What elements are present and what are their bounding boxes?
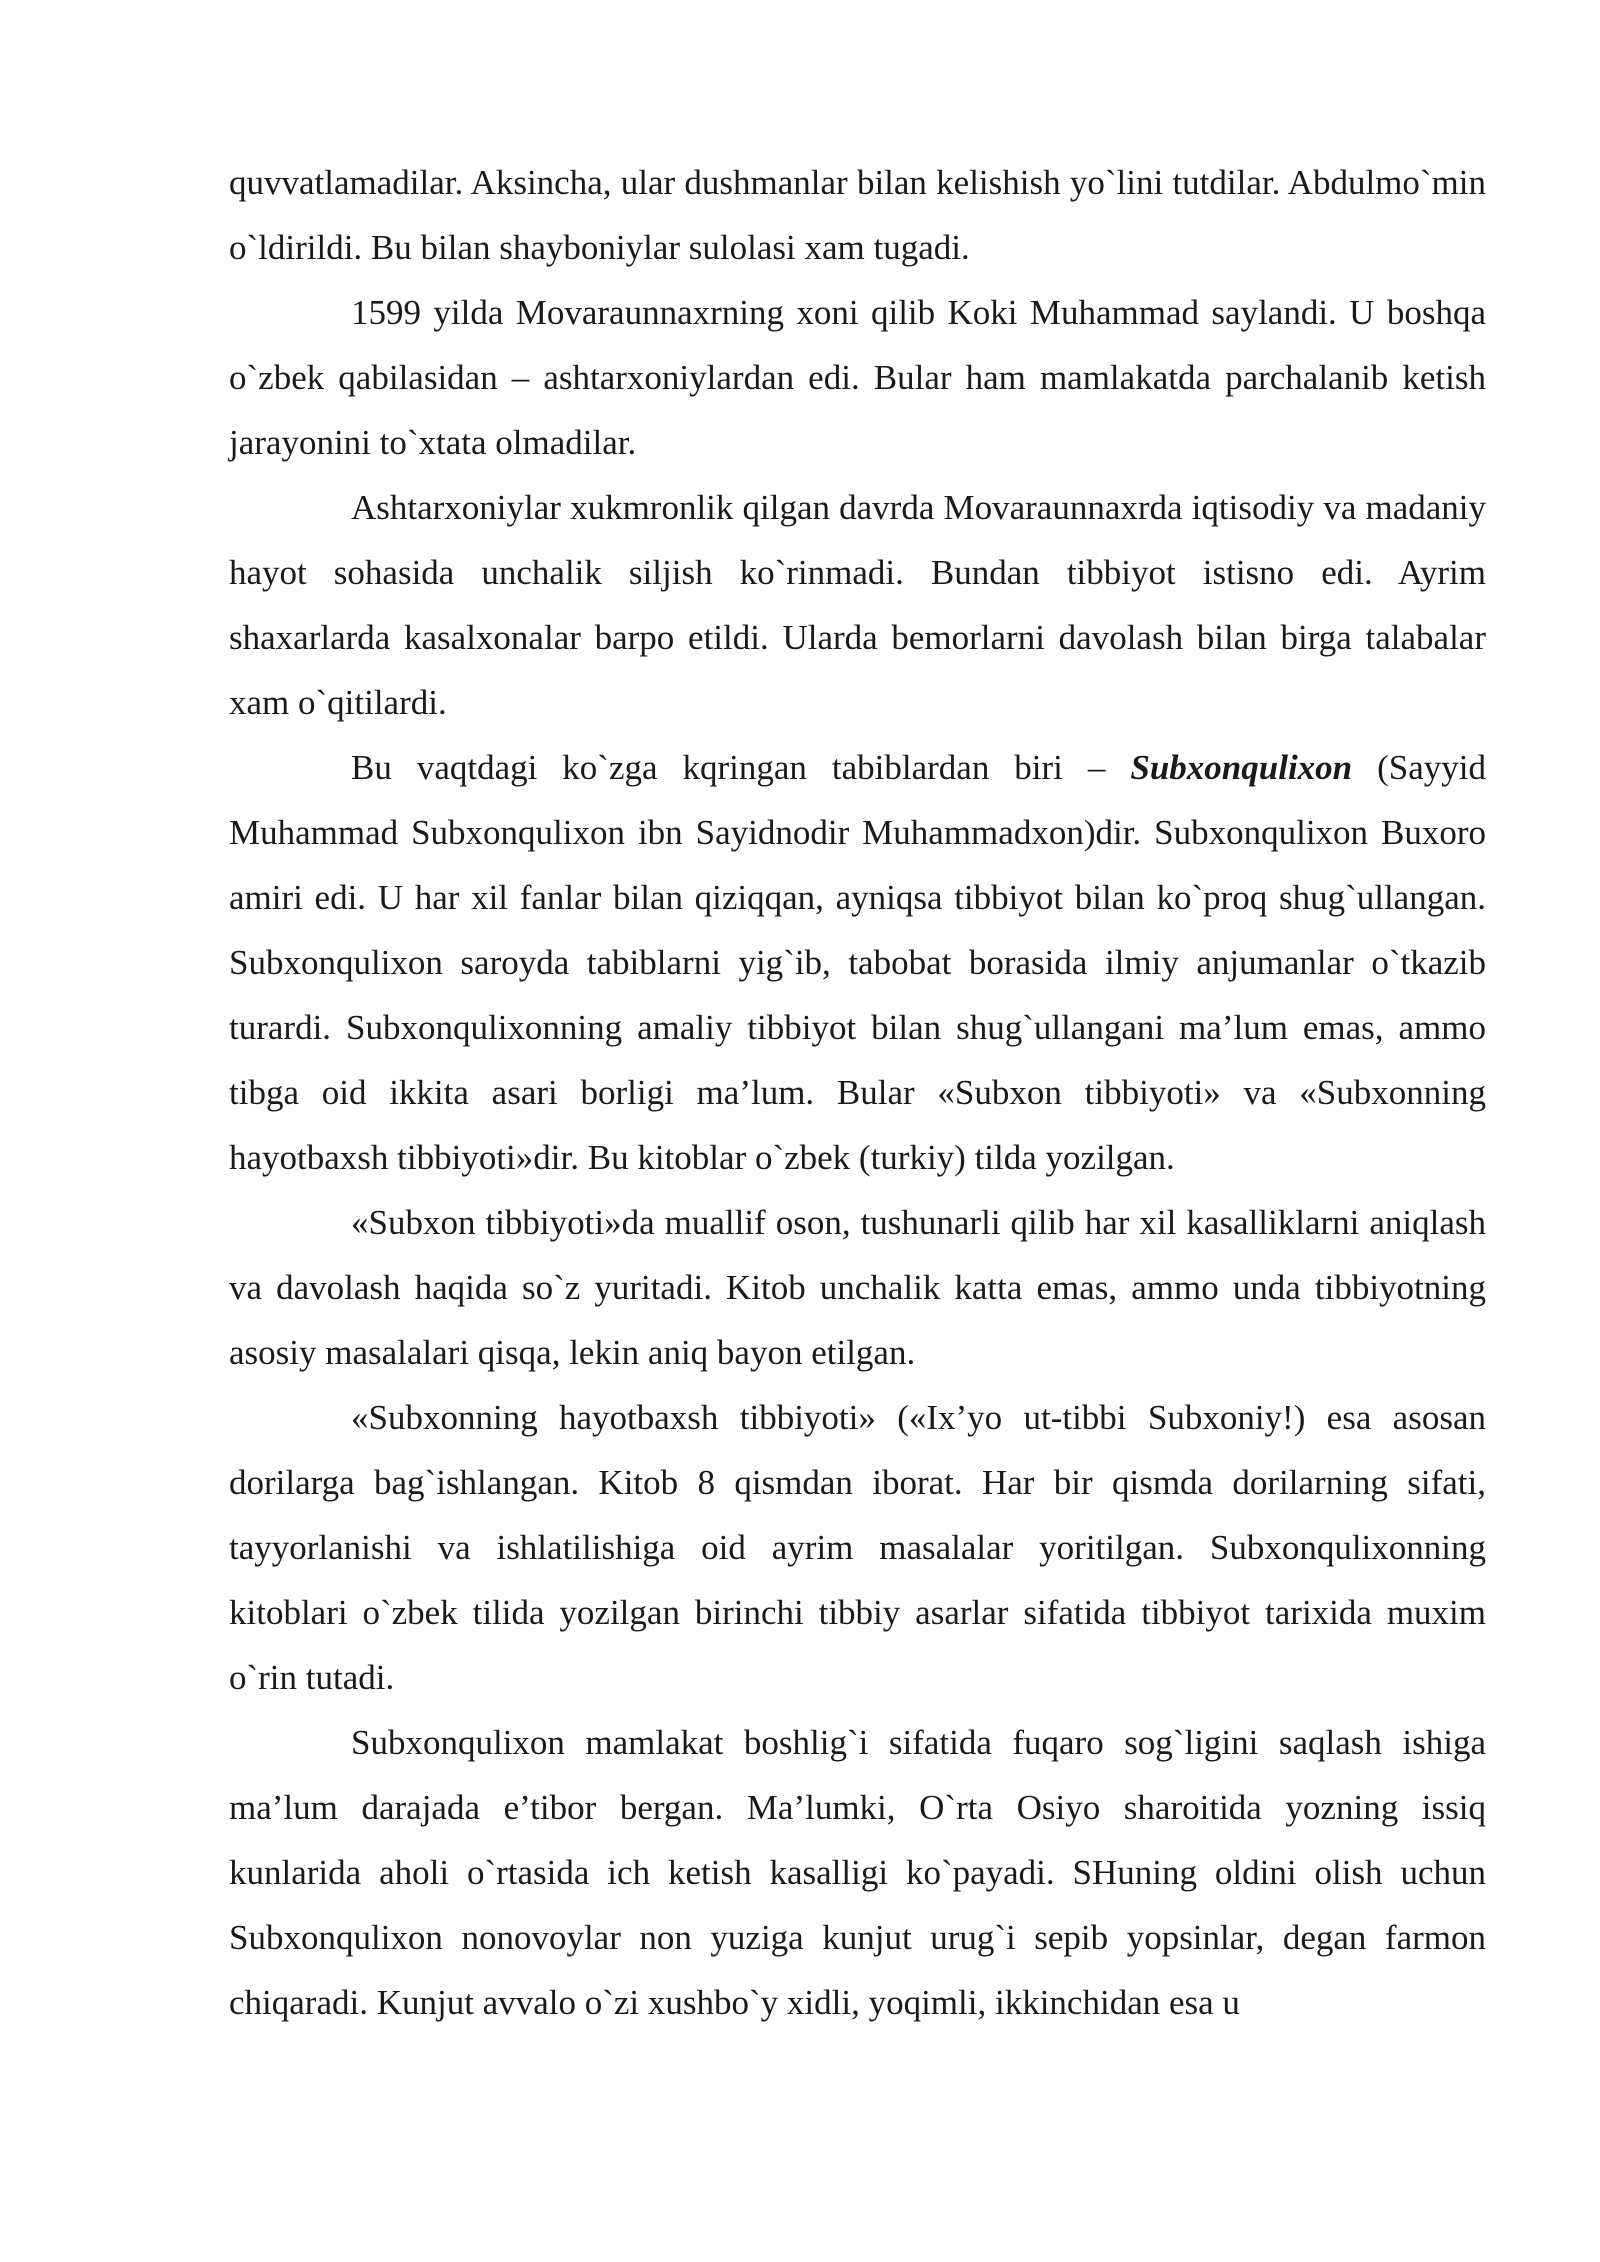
paragraph-text: (Sayyid Muhammad Subxonqulixon ibn Sayidnodir Muhammadxon)dir. Subxonqulixon Buxoro amiri edi. U har xil fanlar bilan qiziqqan, ayniqsa tibbiyot bilan ko`proq shug`ullangan. Subxonqulixon saroyda tabiblarni yig`ib, tabobat borasida ilmiy anjumanlar o`tkazib turardi. Subxonqulixonning amaliy tibbiyot bilan shug`ullangani ma’lum emas, ammo tibga oid ikkita asari borligi ma’lum. Bular «Subxon tibbiyoti» va «Subxonning hayotbaxsh tibbiyoti»dir. Bu kitoblar o`zbek (turkiy) tilda yozilgan.: [229, 748, 1486, 1177]
body-text: [229, 150, 1486, 2035]
paragraph: «Subxonning hayotbaxsh tibbiyoti» («Ix’yo ut-tibbi Subxoniy!) esa asosan dorilarga bag`ishlangan. Kitob 8 qismdan iborat. Har bir qismda dorilarning sifati, tayyorlanishi va ishlatilishiga oid ayrim masalalar yoritilgan. Subxonqulixonning kitoblari o`zbek tilida yozilgan birinchi tibbiy asarlar sifatida tibbiyot tarixida muxim o`rin tutadi.: [229, 1398, 1486, 1697]
paragraph-text: Bu vaqtdagi ko`zga kqringan tabiblardan biri –: [351, 748, 1131, 787]
paragraph: Ashtarxoniylar xukmronlik qilgan davrda Movaraunnaxrda iqtisodiy va madaniy hayot sohasida unchalik siljish ko`rinmadi. Bundan tibbiyot istisno edi. Ayrim shaxarlarda kasalxonalar barpo etildi. Ularda bemorlarni davolash bilan birga talabalar xam o`qitilardi.: [229, 488, 1486, 722]
paragraph: 1599 yilda Movaraunnaxrning xoni qilib Koki Muhammad saylandi. U boshqa o`zbek qabilasidan – ashtarxoniylardan edi. Bular ham mamlakatda parchalanib ketish jarayonini to`xtata olmadilar.: [229, 293, 1486, 462]
paragraph: quvvatlamadilar. Aksincha, ular dushmanlar bilan kelishish yo`lini tutdilar. Abdulmo`min o`ldirildi. Bu bilan shayboniylar sulolasi xam tugadi.: [229, 163, 1486, 267]
paragraph: «Subxon tibbiyoti»da muallif oson, tushunarli qilib har xil kasalliklarni aniqlash va davolash haqida so`z yuritadi. Kitob unchalik katta emas, ammo unda tibbiyotning asosiy masalalari qisqa, lekin aniq bayon etilgan.: [229, 1203, 1486, 1372]
paragraph: [229, 735, 1486, 1190]
paragraph: Subxonqulixon mamlakat boshlig`i sifatida fuqaro sog`ligini saqlash ishiga ma’lum darajada e’tibor bergan. Ma’lumki, O`rta Osiyo sharoitida yozning issiq kunlarida aholi o`rtasida ich ketish kasalligi ko`payadi. SHuning oldini olish uchun Subxonqulixon nonovoylar non yuziga kunjut urug`i sepib yopsinlar, degan farmon chiqaradi. Kunjut avvalo o`zi xushbo`y xidli, yoqimli, ikkinchidan esa u: [229, 1723, 1486, 2022]
emphasized-name: Subxonqulixon: [1130, 748, 1353, 787]
